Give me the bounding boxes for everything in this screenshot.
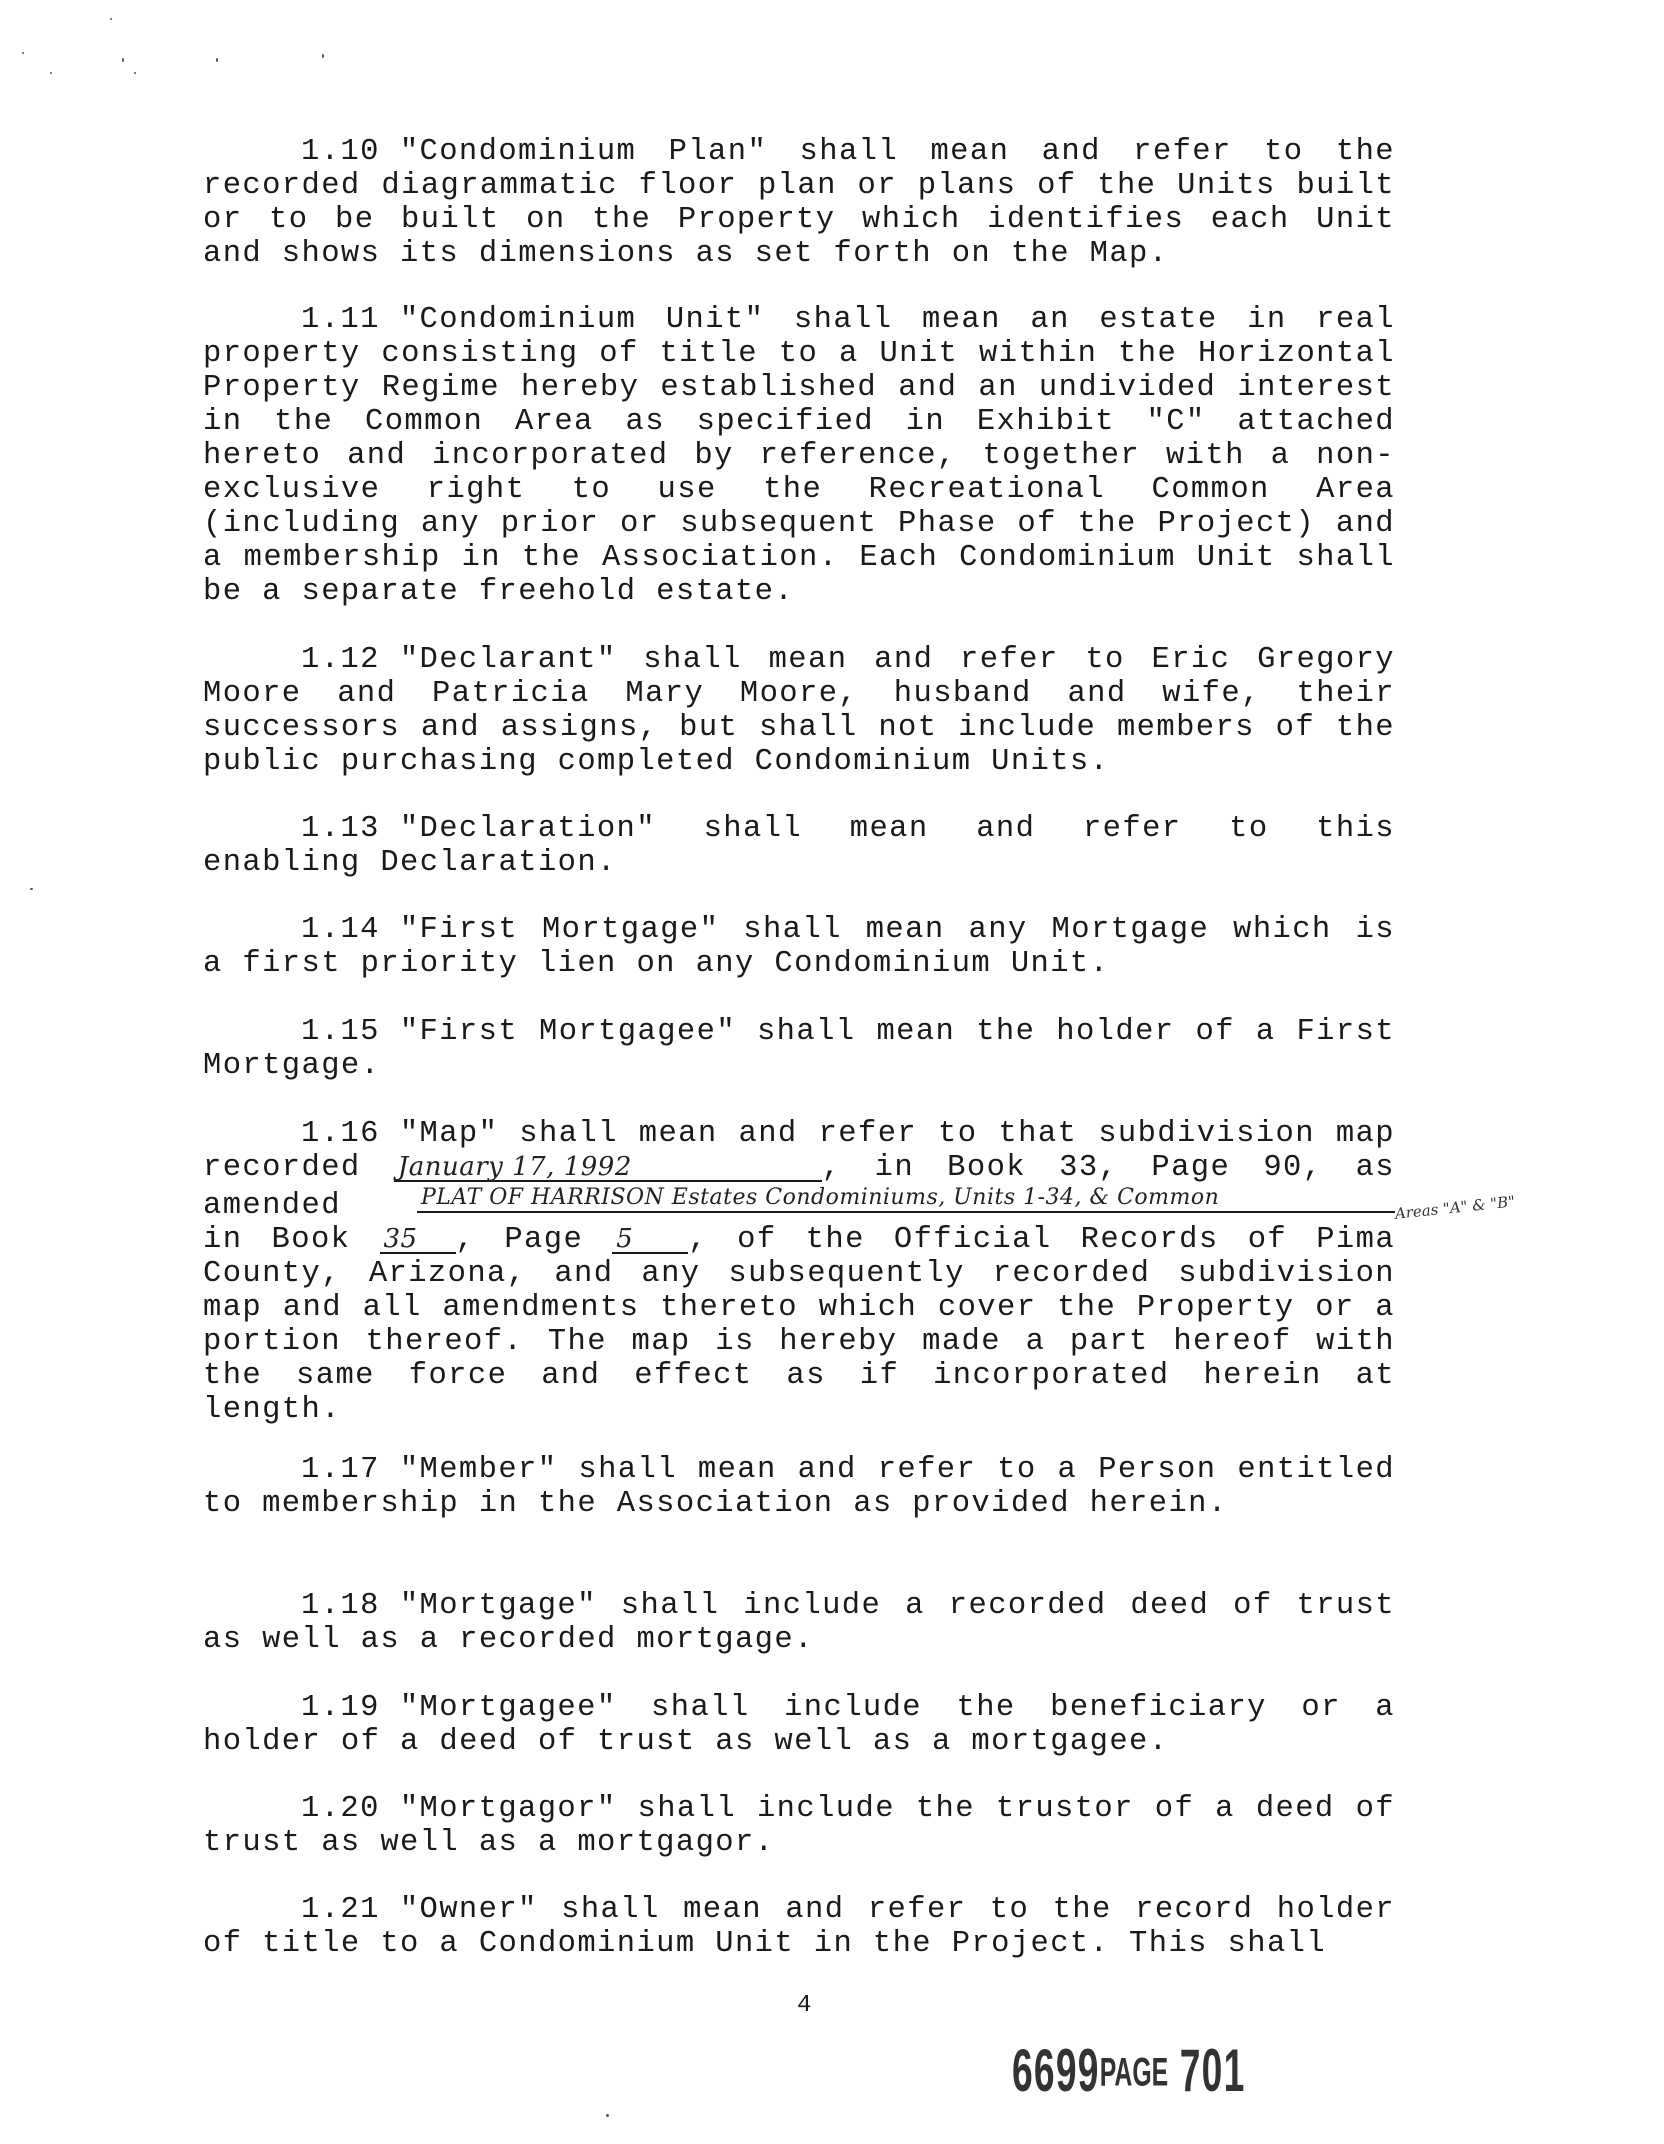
definition-text: "Mortgage" shall include a recorded deed of trust as well as a recorded mortgage. — [203, 1589, 1395, 1657]
section-number: 1.13 — [301, 812, 380, 846]
definition-text: "Member" shall mean and refer to a Person entitled to membership in the Association as provided herein. — [203, 1453, 1395, 1521]
section-number: 1.18 — [301, 1589, 380, 1623]
handwritten-recording-date: January 17, 1992 — [394, 1154, 822, 1182]
definition-text: "Mortgagor" shall include the trustor of a deed of trust as well as a mortgagor. — [203, 1792, 1395, 1860]
scan-speck — [606, 2114, 609, 2117]
section-number: 1.17 — [301, 1453, 380, 1487]
section-number: 1.14 — [301, 913, 380, 947]
definition-text: "Condominium Unit" shall mean an estate in real property consisting of title to a Unit within the Horizontal Property Regime hereby established and an undivided interest in the Common Area as specified in Exhibit "C" attached hereto and incorporated by reference, together with a non-exclusive right to use the Recreational Common Area (including any prior or subsequent Phase of the Project) and a membership in the Association. Each Condominium Unit shall be a separate freehold estate. — [203, 303, 1395, 609]
section-number: 1.10 — [301, 135, 380, 169]
definition-text: "Declaration" shall mean and refer to this enabling Declaration. — [203, 812, 1395, 880]
definition-paragraph — [203, 643, 1395, 779]
scan-speck — [110, 18, 112, 20]
definition-text: "First Mortgage" shall mean any Mortgage which is a first priority lien on any Condominium Unit. — [203, 913, 1395, 981]
stamp-page-label: PAGE — [1099, 2050, 1169, 2095]
handwritten-page-number: 5 — [612, 1226, 688, 1254]
definition-paragraph — [203, 1589, 1395, 1657]
scan-speck — [216, 58, 218, 62]
definition-text: , of the Official Records of Pima County, Arizona, and any subsequently recorded subdivision map and all amendments thereto which cover the Property or a portion thereof. The map is hereby made a part hereof with the same force and effect as if incorporated herein at length. — [203, 1223, 1396, 1427]
definition-text: , Page — [455, 1223, 584, 1257]
definition-paragraph — [203, 913, 1395, 981]
definition-text: "First Mortgagee" shall mean the holder of a First Mortgage. — [203, 1015, 1395, 1083]
scan-speck — [22, 52, 24, 54]
section-number: 1.20 — [301, 1792, 380, 1826]
definition-paragraph — [203, 1792, 1395, 1860]
definition-text: "Owner" shall mean and refer to the record holder of title to a Condominium Unit in the Project. This shall — [203, 1893, 1395, 1961]
definition-paragraph — [203, 1015, 1395, 1083]
definition-text: "Mortgagee" shall include the beneficiary or a holder of a deed of trust as well as a mortgagee. — [203, 1691, 1395, 1759]
handwritten-margin-note: Areas "A" & "B" — [1394, 1192, 1516, 1223]
recording-stamp — [1012, 2036, 1246, 2105]
scan-speck — [134, 72, 136, 74]
scan-speck — [122, 58, 124, 62]
definition-paragraph — [203, 303, 1395, 609]
handwritten-book-number: 35 — [380, 1226, 456, 1254]
definition-paragraph — [203, 1893, 1395, 1961]
definition-paragraph — [203, 1453, 1395, 1521]
section-number: 1.19 — [301, 1691, 380, 1725]
definition-text: "Declarant" shall mean and refer to Eric Gregory Moore and Patricia Mary Moore, husband and wife, their successors and assigns, but shall not include members of the public purchasing completed Condominium Units. — [203, 643, 1395, 779]
definition-text: in Book — [203, 1223, 351, 1257]
definition-paragraph-map — [203, 1117, 1395, 1427]
stamp-docket: 6699 — [1012, 2037, 1100, 2104]
section-number: 1.11 — [301, 303, 380, 337]
definition-paragraph — [203, 812, 1395, 880]
scan-speck — [30, 888, 33, 890]
stamp-page-number: 701 — [1179, 2037, 1246, 2104]
section-number: 1.16 — [301, 1117, 380, 1151]
definition-paragraph — [203, 1691, 1395, 1759]
section-number: 1.12 — [301, 643, 380, 677]
definition-text: "Map" shall mean and refer to that subdivision map recorded — [203, 1117, 1395, 1185]
section-number: 1.21 — [301, 1893, 380, 1927]
definition-paragraph — [203, 135, 1395, 271]
section-number: 1.15 — [301, 1015, 380, 1049]
definition-text: , in Book 33, Page 90, as amended — [203, 1151, 1396, 1223]
definition-text: "Condominium Plan" shall mean and refer to the recorded diagrammatic floor plan or plans of the Units built or to be built on the Property which identifies each Unit and shows its dimensions as set forth on the Map. — [203, 135, 1395, 271]
handwritten-plat-name: PLAT OF HARRISON Estates Condominiums, Units 1-34, & Common — [417, 1185, 1395, 1213]
scan-speck — [322, 54, 324, 58]
scan-speck — [50, 72, 52, 74]
page-number: 4 — [797, 1992, 812, 2019]
